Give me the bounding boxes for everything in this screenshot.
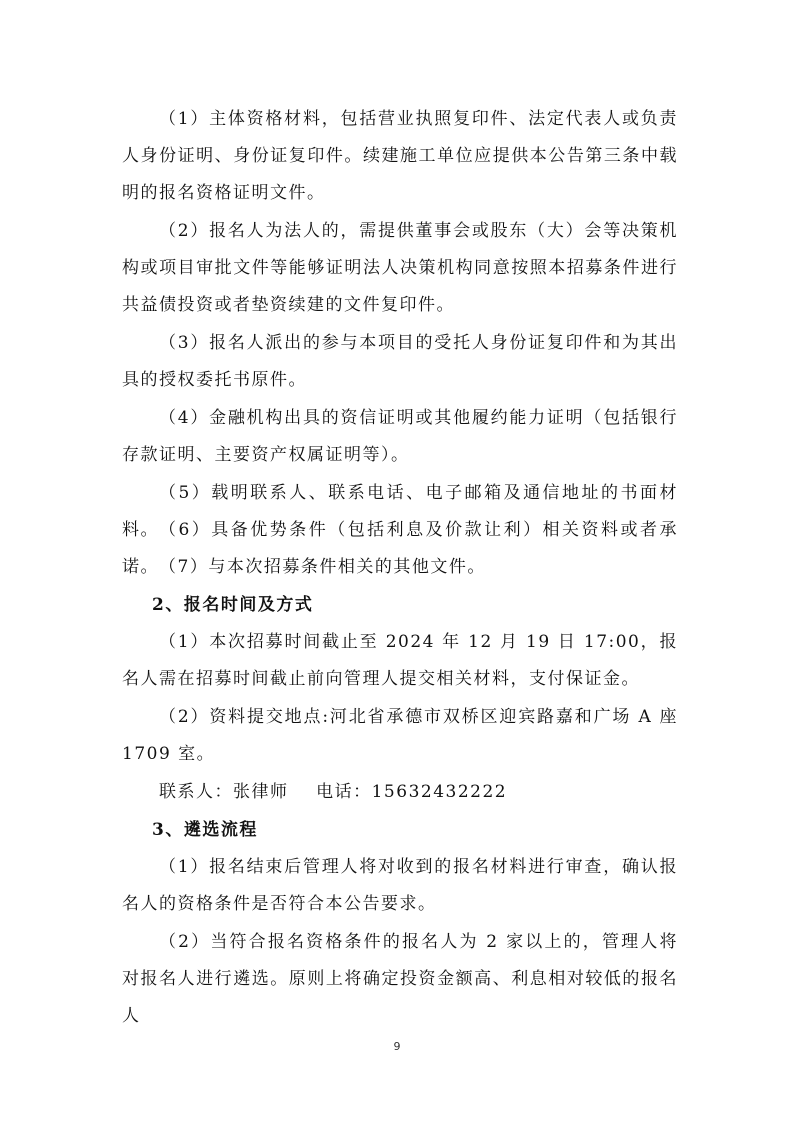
paragraph-item-4: （4）金融机构出具的资信证明或其他履约能力证明（包括银行存款证明、主要资产权属证明等）。 [122,408,678,465]
page-number: 9 [393,1040,401,1053]
contact-line: 联系人：张律师 电话：15632432222 [159,782,508,802]
paragraph-item-6: （6）具备优势条件（包括利息及价款让利）相关资料或者承诺。 [122,520,678,577]
paragraph-submission-address: （2）资料提交地点:河北省承德市双桥区迎宾路嘉和广场 A 座 1709 室。 [122,707,678,764]
paragraph-item-7: （7）与本次招募条件相关的其他文件。 [159,557,486,577]
paragraph-review-process: （1）报名结束后管理人将对收到的报名材料进行审查，确认报名人的资格条件是否符合本公告要求。 [122,857,678,914]
paragraph-item-2: （2）报名人为法人的，需提供董事会或股东（大）会等决策机构或项目审批文件等能够证明法人决策机构同意按照本招募条件进行共益债投资或者垫资续建的文件复印件。 [122,221,678,315]
paragraph-item-3: （3）报名人派出的参与本项目的受托人身份证复印件和为其出具的授权委托书原件。 [122,333,678,390]
paragraph-selection-process: （2）当符合报名资格条件的报名人为 2 家以上的，管理人将对报名人进行遴选。原则上将确定投资金额高、利息相对较低的报名人 [122,932,678,1026]
paragraph-item-1: （1）主体资格材料，包括营业执照复印件、法定代表人或负责人身份证明、身份证复印件。续建施工单位应提供本公告第三条中载明的报名资格证明文件。 [122,109,678,203]
section-heading-3: 3、遴选流程 [152,820,258,840]
paragraph-registration-deadline: （1）本次招募时间截止至 2024 年 12 月 19 日 17:00，报名人需在招募时间截止前向管理人提交相关材料，支付保证金。 [122,632,678,689]
paragraph-item-5: （5）载明联系人、联系电话、电子邮箱及通信地址的书面材料。 [122,483,678,540]
section-heading-2: 2、报名时间及方式 [152,595,314,615]
